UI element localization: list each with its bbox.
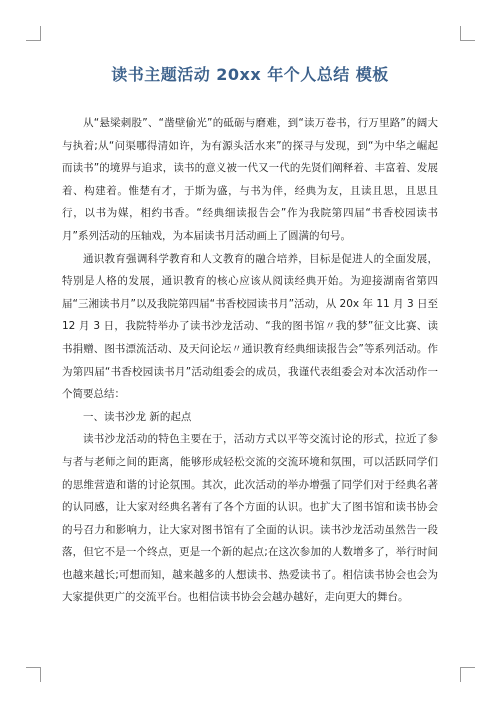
crop-mark-bottom-left	[26, 667, 41, 682]
crop-mark-top-right	[460, 26, 475, 41]
crop-mark-top-left	[26, 26, 41, 41]
document-body	[62, 112, 438, 609]
paragraph-overview: 通识教育强调科学教育和人文教育的融合培养，目标是促进人的全面发展，特别是人格的发展，通识教育的核心应该从阅读经典开始。为迎接湖南省第四届“三湘读书月”以及我院第四届“书香校园读书月”活动，从 20x 年 11 月 3 日至 12 月 3 日，我院特举办了读书沙龙活动、“我的图书馆〃我的梦”征文比赛、读书捐赠、图书漂流活动、及天问论坛〃通识教育经典细读报告会”等系列活动。作为第四届“书香校园读书月”活动组委会的成员，我谨代表组委会对本次活动作一个简要总结：	[62, 252, 438, 401]
section-heading-salon: 一、读书沙龙 新的起点	[83, 410, 192, 423]
crop-mark-bottom-right	[460, 667, 475, 682]
paragraph-salon: 读书沙龙活动的特色主要在于，活动方式以平等交流讨论的形式，拉近了参与者与老师之间的距离，能够形成轻松交流的交流环境和氛围，可以活跃同学们的思维营造和谐的讨论氛围。其次，此次活动的举办增强了同学们对于经典名著的认同感，让大家对经典名著有了各个方面的认识。也扩大了图书馆和读书协会的号召力和影响力，让大家对图书馆有了全面的认识。读书沙龙活动虽然告一段落，但它不是一个终点，更是一个新的起点;在这次参加的人数增多了，举行时间也越来越长;可想而知，越来越多的人想读书、热爱读书了。相信读书协会也会为大家提供更广的交流平台。也相信读书协会会越办越好，走向更大的舞台。	[62, 433, 438, 604]
paragraph-intro: 从“悬梁刺股”、“凿壁偷光”的砥砺与磨难，到“读万卷书，行万里路”的阔大与执着;从“问渠哪得清如许，为有源头活水来”的探寻与发现，到“为中华之崛起而读书”的境界与追求，读书的意义被一代又一代的先贤们阐释着、丰富着、发展着、构建着。惟楚有才，于斯为盛，与书为伴，经典为友，且读且思，且思且行，以书为媒，相约书香。“经典细读报告会”作为我院第四届“书香校园读书月”系列活动的压轴戏，为本届读书月活动画上了圆满的句号。	[62, 117, 438, 242]
document-title: 读书主题活动 20xx 年个人总结 模板	[111, 65, 389, 84]
